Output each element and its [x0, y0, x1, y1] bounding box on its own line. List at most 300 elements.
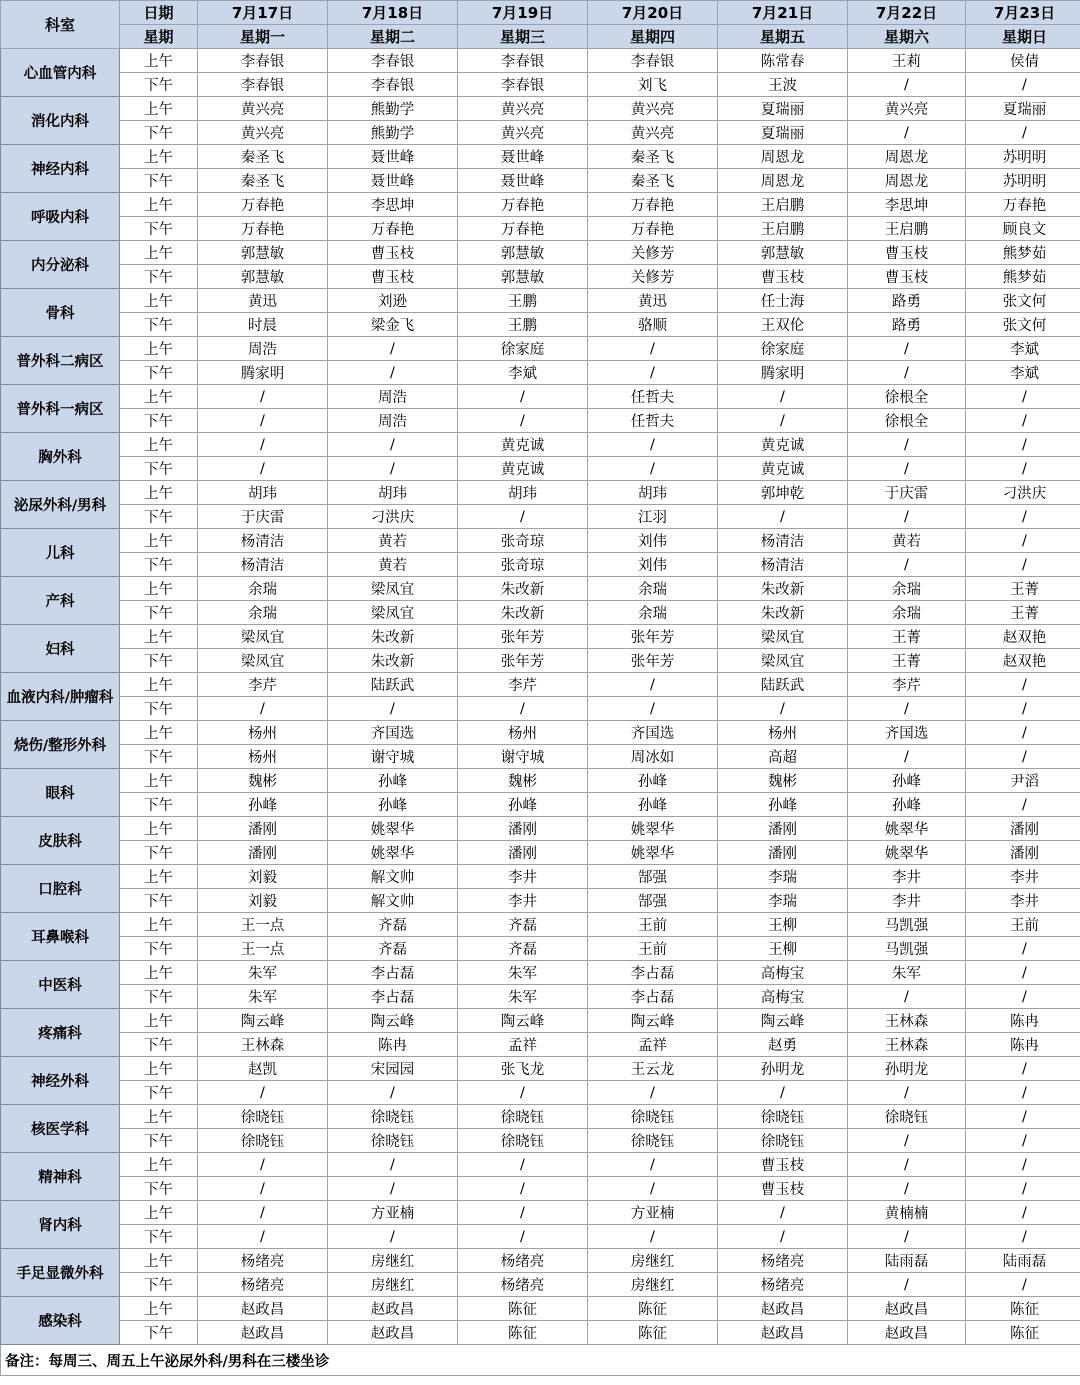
doctor-cell: 李思坤 [848, 193, 966, 217]
doctor-cell: 熊梦茹 [966, 265, 1080, 289]
table-row [1, 601, 1080, 625]
doctor-cell: 李春银 [458, 49, 588, 73]
doctor-cell: 孙峰 [718, 793, 848, 817]
doctor-cell: 曹玉枝 [848, 265, 966, 289]
doctor-cell: 胡玮 [328, 481, 458, 505]
doctor-cell: / [848, 121, 966, 145]
doctor-cell: 李芹 [458, 673, 588, 697]
doctor-cell: 黄克诚 [718, 433, 848, 457]
department-name: 肾内科 [1, 1201, 120, 1249]
doctor-cell: 王双伦 [718, 313, 848, 337]
doctor-cell: / [966, 961, 1080, 985]
doctor-cell: 陶云峰 [718, 1009, 848, 1033]
weekday-cell: 星期一 [198, 25, 328, 49]
doctor-cell: 顾良文 [966, 217, 1080, 241]
doctor-cell: 齐国选 [588, 721, 718, 745]
doctor-cell: 杨州 [718, 721, 848, 745]
doctor-cell: 夏瑞丽 [718, 97, 848, 121]
doctor-cell: 万春艳 [588, 217, 718, 241]
doctor-cell: / [966, 409, 1080, 433]
doctor-cell: / [198, 457, 328, 481]
table-row [1, 1009, 1080, 1033]
doctor-cell: 徐晓钰 [588, 1105, 718, 1129]
doctor-cell: 潘刚 [718, 817, 848, 841]
doctor-cell: / [966, 121, 1080, 145]
period-label: 下午 [120, 217, 198, 241]
doctor-cell: 高超 [718, 745, 848, 769]
department-name: 泌尿外科/男科 [1, 481, 120, 529]
doctor-cell: 时晨 [198, 313, 328, 337]
doctor-cell: 马凯强 [848, 913, 966, 937]
doctor-cell: 侯倩 [966, 49, 1080, 73]
doctor-cell: 梁金飞 [328, 313, 458, 337]
period-label: 上午 [120, 1249, 198, 1273]
doctor-cell: 徐晓钰 [458, 1129, 588, 1153]
doctor-cell: 杨清洁 [718, 553, 848, 577]
doctor-cell: 万春艳 [588, 193, 718, 217]
weekday-cell: 星期二 [328, 25, 458, 49]
doctor-cell: 万春艳 [458, 217, 588, 241]
doctor-cell: / [848, 361, 966, 385]
table-row [1, 961, 1080, 985]
header-date-row [1, 1, 1080, 25]
doctor-cell: 王前 [588, 913, 718, 937]
doctor-cell: 陈冉 [328, 1033, 458, 1057]
doctor-cell: 周恩龙 [848, 145, 966, 169]
doctor-cell: 王启鹏 [848, 217, 966, 241]
doctor-cell: 聂世峰 [458, 145, 588, 169]
doctor-cell: 赵政昌 [848, 1321, 966, 1345]
doctor-cell: / [328, 1177, 458, 1201]
doctor-cell: / [458, 1177, 588, 1201]
dept-header: 科室 [1, 1, 120, 49]
doctor-cell: 秦圣飞 [198, 145, 328, 169]
doctor-cell: 王前 [966, 913, 1080, 937]
doctor-cell: 王菁 [848, 649, 966, 673]
period-label: 下午 [120, 697, 198, 721]
doctor-cell: 王鹏 [458, 313, 588, 337]
doctor-cell: / [328, 361, 458, 385]
table-row [1, 361, 1080, 385]
weekday-cell: 星期三 [458, 25, 588, 49]
doctor-cell: 朱军 [198, 961, 328, 985]
doctor-cell: / [848, 985, 966, 1009]
doctor-cell: 陈征 [966, 1321, 1080, 1345]
date-cell: 7月18日 [328, 1, 458, 25]
doctor-cell: / [588, 457, 718, 481]
doctor-cell: 朱军 [458, 961, 588, 985]
period-label: 上午 [120, 385, 198, 409]
doctor-cell: 房继红 [328, 1249, 458, 1273]
doctor-cell: 张飞龙 [458, 1057, 588, 1081]
doctor-cell: 潘刚 [458, 817, 588, 841]
doctor-cell: 杨绪亮 [718, 1249, 848, 1273]
period-label: 上午 [120, 577, 198, 601]
doctor-cell: 孙明龙 [848, 1057, 966, 1081]
doctor-cell: / [848, 697, 966, 721]
doctor-cell: / [588, 1081, 718, 1105]
doctor-cell: / [198, 1081, 328, 1105]
doctor-cell: 黄若 [848, 529, 966, 553]
department-name: 普外科二病区 [1, 337, 120, 385]
doctor-cell: 郭慧敏 [458, 265, 588, 289]
doctor-cell: / [848, 553, 966, 577]
doctor-cell: / [966, 1081, 1080, 1105]
doctor-cell: 高梅宝 [718, 961, 848, 985]
doctor-cell: 胡玮 [588, 481, 718, 505]
doctor-cell: 王启鹏 [718, 193, 848, 217]
period-label: 上午 [120, 97, 198, 121]
period-label: 上午 [120, 529, 198, 553]
doctor-cell: 孙峰 [328, 793, 458, 817]
period-label: 上午 [120, 1153, 198, 1177]
doctor-cell: 王云龙 [588, 1057, 718, 1081]
doctor-cell: 王一点 [198, 913, 328, 937]
period-label: 下午 [120, 1033, 198, 1057]
doctor-cell: 王林森 [198, 1033, 328, 1057]
period-label: 下午 [120, 265, 198, 289]
doctor-cell: 齐磊 [328, 913, 458, 937]
doctor-cell: 潘刚 [966, 841, 1080, 865]
doctor-cell: / [966, 1153, 1080, 1177]
doctor-cell: / [966, 697, 1080, 721]
period-label: 上午 [120, 1297, 198, 1321]
doctor-cell: 杨清洁 [198, 529, 328, 553]
doctor-cell: 郜强 [588, 889, 718, 913]
doctor-cell: 任士海 [718, 289, 848, 313]
doctor-cell: 解文帅 [328, 889, 458, 913]
doctor-cell: 腾家明 [718, 361, 848, 385]
period-label: 下午 [120, 1321, 198, 1345]
doctor-cell: 夏瑞丽 [718, 121, 848, 145]
doctor-cell: / [848, 745, 966, 769]
doctor-cell: 赵勇 [718, 1033, 848, 1057]
period-label: 下午 [120, 649, 198, 673]
doctor-cell: 张年芳 [458, 625, 588, 649]
period-label: 上午 [120, 673, 198, 697]
doctor-cell: / [198, 1201, 328, 1225]
table-row [1, 1297, 1080, 1321]
doctor-cell: 李芹 [198, 673, 328, 697]
department-name: 眼科 [1, 769, 120, 817]
table-row [1, 985, 1080, 1009]
doctor-cell: 赵政昌 [848, 1297, 966, 1321]
period-label: 下午 [120, 169, 198, 193]
weekday-cell: 星期四 [588, 25, 718, 49]
doctor-cell: 黄迅 [588, 289, 718, 313]
table-row [1, 577, 1080, 601]
doctor-cell: 秦圣飞 [198, 169, 328, 193]
doctor-cell: 黄克诚 [458, 457, 588, 481]
doctor-cell: / [848, 1225, 966, 1249]
doctor-cell: 齐国选 [848, 721, 966, 745]
doctor-cell: 苏明明 [966, 145, 1080, 169]
period-label: 上午 [120, 865, 198, 889]
doctor-cell: 孙峰 [198, 793, 328, 817]
department-name: 内分泌科 [1, 241, 120, 289]
doctor-cell: 刘伟 [588, 553, 718, 577]
doctor-cell: 关修芳 [588, 265, 718, 289]
period-label: 下午 [120, 841, 198, 865]
doctor-cell: 杨州 [458, 721, 588, 745]
period-label: 下午 [120, 361, 198, 385]
doctor-cell: 李占磊 [588, 985, 718, 1009]
doctor-cell: / [848, 1153, 966, 1177]
period-label: 上午 [120, 1201, 198, 1225]
doctor-cell: 黄兴亮 [458, 97, 588, 121]
doctor-cell: 熊勤学 [328, 97, 458, 121]
department-name: 心血管内科 [1, 49, 120, 97]
doctor-cell: 杨绪亮 [198, 1273, 328, 1297]
department-name: 胸外科 [1, 433, 120, 481]
doctor-cell: 王波 [718, 73, 848, 97]
doctor-cell: 万春艳 [198, 217, 328, 241]
doctor-cell: 杨清洁 [198, 553, 328, 577]
doctor-cell: 李春银 [198, 49, 328, 73]
doctor-cell: / [588, 1225, 718, 1249]
doctor-cell: 王菁 [848, 625, 966, 649]
note-row [1, 1345, 1080, 1376]
doctor-cell: 陶云峰 [588, 1009, 718, 1033]
doctor-cell: 黄楠楠 [848, 1201, 966, 1225]
doctor-cell: / [588, 1177, 718, 1201]
table-row [1, 265, 1080, 289]
doctor-cell: / [966, 457, 1080, 481]
period-label: 下午 [120, 985, 198, 1009]
doctor-cell: 姚翠华 [848, 817, 966, 841]
table-row [1, 841, 1080, 865]
period-label: 下午 [120, 937, 198, 961]
doctor-cell: 陈征 [588, 1297, 718, 1321]
doctor-cell: 曹玉枝 [718, 1153, 848, 1177]
doctor-cell: 张奇琼 [458, 529, 588, 553]
table-row [1, 865, 1080, 889]
period-label: 下午 [120, 1273, 198, 1297]
doctor-cell: / [588, 1153, 718, 1177]
doctor-cell: / [966, 385, 1080, 409]
doctor-cell: 梁凤宜 [198, 625, 328, 649]
doctor-cell: 李春银 [328, 49, 458, 73]
doctor-cell: / [966, 745, 1080, 769]
doctor-cell: 曹玉枝 [328, 241, 458, 265]
doctor-cell: 徐晓钰 [328, 1129, 458, 1153]
doctor-cell: 江羽 [588, 505, 718, 529]
date-cell: 7月17日 [198, 1, 328, 25]
doctor-cell: 李春银 [588, 49, 718, 73]
table-row [1, 1177, 1080, 1201]
doctor-cell: 张年芳 [588, 649, 718, 673]
period-label: 上午 [120, 1057, 198, 1081]
doctor-cell: 尹滔 [966, 769, 1080, 793]
doctor-cell: / [718, 697, 848, 721]
period-label: 下午 [120, 505, 198, 529]
doctor-cell: / [966, 1273, 1080, 1297]
doctor-cell: / [718, 385, 848, 409]
doctor-cell: 赵双艳 [966, 649, 1080, 673]
department-name: 核医学科 [1, 1105, 120, 1153]
table-row [1, 553, 1080, 577]
doctor-cell: / [328, 1081, 458, 1105]
doctor-cell: 黄兴亮 [588, 121, 718, 145]
period-label: 下午 [120, 553, 198, 577]
doctor-cell: 胡玮 [198, 481, 328, 505]
table-row [1, 1105, 1080, 1129]
doctor-cell: 赵政昌 [198, 1297, 328, 1321]
doctor-cell: 王菁 [966, 601, 1080, 625]
period-label: 上午 [120, 289, 198, 313]
table-row [1, 1225, 1080, 1249]
doctor-cell: 杨绪亮 [718, 1273, 848, 1297]
doctor-cell: 杨绪亮 [458, 1249, 588, 1273]
table-row [1, 1273, 1080, 1297]
doctor-cell: 解文帅 [328, 865, 458, 889]
doctor-cell: 李思坤 [328, 193, 458, 217]
doctor-cell: 姚翠华 [588, 841, 718, 865]
doctor-cell: 赵政昌 [718, 1297, 848, 1321]
doctor-cell: / [198, 409, 328, 433]
doctor-cell: 曹玉枝 [328, 265, 458, 289]
doctor-cell: 朱改新 [328, 649, 458, 673]
doctor-cell: 赵凯 [198, 1057, 328, 1081]
doctor-cell: 于庆雷 [848, 481, 966, 505]
doctor-cell: 张年芳 [588, 625, 718, 649]
table-row [1, 97, 1080, 121]
doctor-cell: 徐晓钰 [328, 1105, 458, 1129]
department-name: 血液内科/肿瘤科 [1, 673, 120, 721]
doctor-cell: 陆雨磊 [966, 1249, 1080, 1273]
note: 备注：每周三、周五上午泌尿外科/男科在三楼坐诊 [1, 1345, 1080, 1376]
table-row [1, 793, 1080, 817]
department-name: 皮肤科 [1, 817, 120, 865]
doctor-cell: 齐磊 [458, 913, 588, 937]
doctor-cell: / [848, 433, 966, 457]
doctor-cell: 郭慧敏 [198, 265, 328, 289]
period-label: 下午 [120, 409, 198, 433]
period-label: 上午 [120, 721, 198, 745]
table-row [1, 217, 1080, 241]
doctor-cell: / [966, 1129, 1080, 1153]
doctor-cell: 陈常春 [718, 49, 848, 73]
table-row [1, 1201, 1080, 1225]
period-label: 上午 [120, 961, 198, 985]
table-row [1, 889, 1080, 913]
doctor-cell: 张文何 [966, 289, 1080, 313]
table-row [1, 1033, 1080, 1057]
table-row [1, 457, 1080, 481]
table-row [1, 649, 1080, 673]
table-row [1, 145, 1080, 169]
doctor-cell: 李占磊 [328, 985, 458, 1009]
weekday-label: 星期 [120, 25, 198, 49]
doctor-cell: 李瑞 [718, 889, 848, 913]
table-row [1, 49, 1080, 73]
date-label: 日期 [120, 1, 198, 25]
doctor-cell: 夏瑞丽 [966, 97, 1080, 121]
doctor-cell: / [328, 1153, 458, 1177]
doctor-cell: 赵双艳 [966, 625, 1080, 649]
doctor-cell: 房继红 [588, 1273, 718, 1297]
doctor-cell: / [458, 1201, 588, 1225]
doctor-cell: 余瑞 [588, 577, 718, 601]
table-row [1, 745, 1080, 769]
doctor-cell: 王一点 [198, 937, 328, 961]
doctor-cell: 周恩龙 [718, 169, 848, 193]
doctor-cell: / [718, 1081, 848, 1105]
doctor-cell: 王林森 [848, 1009, 966, 1033]
doctor-cell: / [588, 433, 718, 457]
period-label: 下午 [120, 121, 198, 145]
period-label: 上午 [120, 1105, 198, 1129]
doctor-cell: 周恩龙 [848, 169, 966, 193]
period-label: 下午 [120, 889, 198, 913]
doctor-cell: / [966, 1057, 1080, 1081]
doctor-cell: / [458, 697, 588, 721]
doctor-cell: 方亚楠 [588, 1201, 718, 1225]
doctor-cell: 黄兴亮 [198, 97, 328, 121]
doctor-cell: 赵政昌 [718, 1321, 848, 1345]
doctor-cell: 陈征 [966, 1297, 1080, 1321]
doctor-cell: 苏明明 [966, 169, 1080, 193]
table-row [1, 169, 1080, 193]
doctor-cell: 杨州 [198, 745, 328, 769]
doctor-cell: 徐晓钰 [198, 1129, 328, 1153]
doctor-cell: 徐家庭 [458, 337, 588, 361]
department-name: 普外科一病区 [1, 385, 120, 433]
doctor-cell: 李斌 [966, 337, 1080, 361]
doctor-cell: / [328, 337, 458, 361]
doctor-cell: 徐根全 [848, 385, 966, 409]
doctor-cell: 郭慧敏 [198, 241, 328, 265]
doctor-cell: 余瑞 [848, 601, 966, 625]
doctor-cell: 梁凤宜 [718, 625, 848, 649]
doctor-cell: 徐晓钰 [848, 1105, 966, 1129]
doctor-cell: 姚翠华 [588, 817, 718, 841]
doctor-cell: 王前 [588, 937, 718, 961]
table-row [1, 529, 1080, 553]
doctor-cell: 李井 [848, 865, 966, 889]
period-label: 上午 [120, 241, 198, 265]
doctor-cell: 朱军 [198, 985, 328, 1009]
doctor-cell: 齐国选 [328, 721, 458, 745]
table-row [1, 1321, 1080, 1345]
doctor-cell: 任哲夫 [588, 385, 718, 409]
doctor-cell: 朱改新 [718, 601, 848, 625]
doctor-cell: 余瑞 [198, 601, 328, 625]
doctor-cell: 魏彬 [718, 769, 848, 793]
period-label: 上午 [120, 1009, 198, 1033]
doctor-cell: 梁凤宜 [198, 649, 328, 673]
doctor-cell: / [458, 1153, 588, 1177]
doctor-cell: 李占磊 [328, 961, 458, 985]
table-row [1, 121, 1080, 145]
doctor-cell: 潘刚 [458, 841, 588, 865]
doctor-cell: 万春艳 [966, 193, 1080, 217]
doctor-cell: 房继红 [588, 1249, 718, 1273]
doctor-cell: 于庆雷 [198, 505, 328, 529]
doctor-cell: 关修芳 [588, 241, 718, 265]
doctor-cell: 陶云峰 [198, 1009, 328, 1033]
doctor-cell: 周冰如 [588, 745, 718, 769]
doctor-cell: 郭慧敏 [458, 241, 588, 265]
doctor-cell: 秦圣飞 [588, 145, 718, 169]
doctor-cell: / [848, 1273, 966, 1297]
doctor-cell: / [966, 1105, 1080, 1129]
table-row [1, 1057, 1080, 1081]
doctor-cell: / [848, 1129, 966, 1153]
doctor-cell: 陆跃武 [718, 673, 848, 697]
doctor-cell: 李井 [966, 889, 1080, 913]
weekday-cell: 星期日 [966, 25, 1080, 49]
